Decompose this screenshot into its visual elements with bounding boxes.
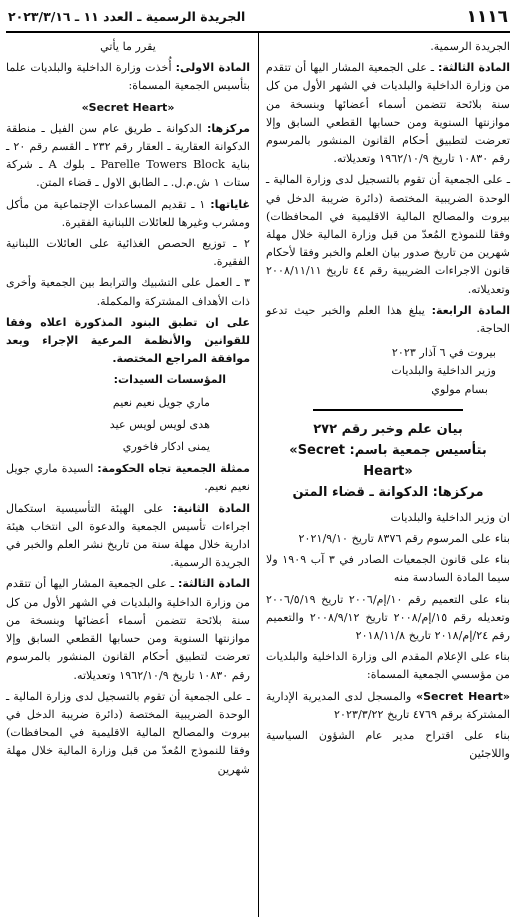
recital: بناء على التعميم رقم ١٠/إم/٢٠٠٦ تاريخ ٢٠٠٦/٥/١٩ وتعديله رقم ١٥/إم/٢٠٠٨ تاريخ ٢٠٠٨/٩/١٢ والتعميم رقم ٢٤/إم/٢٠١٨ تاريخ ٢٠١٨/١١/٨ <box>266 592 510 643</box>
article-label: المادة الثالثة: <box>438 61 510 75</box>
recital: بناء على قانون الجمعيات الصادر في ٣ آب ١٩٠٩ ولا سيما المادة السادسة منه <box>266 553 510 585</box>
article-text: أُخذت وزارة الداخلية والبلديات علما بتأسيس الجمعية المسماة: <box>6 61 250 93</box>
notice-subtitle-prefix: بتأسيس جمعية باسم: <box>345 442 487 458</box>
headquarters-text: الدكوانة ـ طريق عام سن الفيل ـ منطقة الدكوانة العقارية ـ العقار رقم ٢٣٢ ـ القسم رقم ٢٠ ـ بناية Parelle Towers Block ـ بلوك A ـ شركة ستات ١ ش.م.ل. ـ الطابق الاول ـ قضاء المتن. <box>6 121 251 190</box>
article-label: المادة الثالثة: <box>178 577 250 591</box>
article-text: ـ على الجمعية المشار اليها أن تتقدم من وزارة الداخلية والبلديات في الشهر الأول من كل سنة بلائحة تتضمن أسماء أعضائها وبنسخة من موازنتها السنوية ومن حسابها القطعي السابق وإلا تعرضت لتطبيق أحكام القانون المنشور بالمرسوم رقم ١٠٨٣٠ تاريخ ١٩٦٢/١٠/٩ وتعديلاته. <box>6 577 250 682</box>
founder-name: هدى لويس لويس عيد <box>109 417 210 431</box>
article-1 <box>6 59 250 95</box>
recital <box>266 688 510 724</box>
tax-registration-right: ـ على الجمعية أن تقوم بالتسجيل لدى وزارة المالية ـ الوحدة الضريبية المختصة (دائرة ضريبة الدخل في بيروت والمصالح المالية الاقليمية في المحافظات) وفقا للنموذج المُعدّ من قبل وزارة المالية خلال مهلة شهرين من تاريخ صدور بيان العلم والخبر وفقا لأحكام قانون الاجراءات الضريبية رقم ٤٤ تاريخ ٢٠٠٨/١١/١١ وتعديلاته. <box>266 173 510 296</box>
association-name: «Secret Heart» <box>416 689 510 703</box>
article-3-right <box>266 59 510 168</box>
minister-intro: ان وزير الداخلية والبلديات <box>390 510 510 524</box>
section-separator <box>313 409 463 411</box>
founders-list <box>6 394 250 457</box>
headquarters <box>6 120 250 193</box>
representative-label: ممثلة الجمعية تجاه الحكومة: <box>97 462 250 476</box>
goal-item: ٣ ـ العمل على التشبيك والترابط بين الجمعية وأخرى ذات الأهداف المشتركة والمكملة. <box>6 276 250 308</box>
right-column <box>266 38 510 767</box>
government-representative <box>6 460 250 496</box>
recital: بناء على الإعلام المقدم الى وزارة الداخلية والبلديات من مؤسسي الجمعية المسماة: <box>266 650 510 682</box>
association-name: «Secret Heart» <box>81 100 175 114</box>
compliance-clause: على ان تطبق البنود المذكورة اعلاه وفقا للقوانين والأنظمة المرعية الإجراء وبعد موافقة المراجع المختصة. <box>6 315 250 366</box>
article-label: المادة الرابعة: <box>431 303 510 317</box>
goals <box>6 196 250 232</box>
founder-name: يمنى ادكار فاخوري <box>122 440 210 454</box>
headquarters-label: مركزها: <box>206 121 250 135</box>
signature-name: بسام مولوي <box>431 382 488 396</box>
founder-name: ماري جويل نعيم نعيم <box>112 395 210 409</box>
article-text: ـ على الجمعية المشار اليها أن تتقدم من وزارة الداخلية والبلديات في الشهر الأول من كل سنة بلائحة تتضمن أسماء أعضائها وبنسخة من موازنتها السنوية ومن حسابها القطعي السابق وإلا تعرضت لتطبيق أحكام القانون المنشور بالمرسوم رقم ١٠٨٣٠ تاريخ ١٩٦٢/١٠/٩ وتعديلاته. <box>266 61 510 166</box>
recital: بناء على اقتراح مدير عام الشؤون السياسية واللاجئين <box>266 729 510 761</box>
page-header <box>6 6 510 30</box>
left-column <box>6 38 250 782</box>
article-2 <box>6 500 250 573</box>
signature-date: بيروت في ٦ آذار ٢٠٢٣ <box>391 346 496 360</box>
goals-label: غاياتها: <box>210 197 251 211</box>
founders-label: المؤسسات السيدات: <box>113 373 226 387</box>
article-text: على الهيئة التأسيسية استكمال اجراءات تأسيس الجمعية والدعوة الى انتخاب هيئة ادارية خلال مهلة سنة من تاريخ نشر العلم والخبر في الجريدة الرسمية. <box>6 501 250 570</box>
recital-text: والمسجل لدى المديرية الإدارية المشتركة برقم ٤٧٦٩ تاريخ ٢٠٢٣/٣/٢٢ <box>266 689 510 721</box>
notice-subtitle <box>266 440 510 482</box>
notice-headquarters: مركزها: الدكوانة ـ قضاء المتن <box>292 484 484 500</box>
recital: بناء على المرسوم رقم ٨٣٧٦ تاريخ ٢٠٢١/٩/١٠ <box>298 532 510 546</box>
signature-ministry: وزير الداخلية والبلديات <box>391 364 496 378</box>
representative-text: السيدة ماري جويل نعيم نعيم. <box>6 462 250 494</box>
column-divider <box>258 33 259 917</box>
intro-line: الجريدة الرسمية. <box>430 40 510 53</box>
tax-registration-left: ـ على الجمعية أن تقوم بالتسجيل لدى وزارة المالية ـ الوحدة الضريبية المختصة (دائرة ضريبة الدخل في بيروت والمصالح المالية الاقليمية في المحافظات) وفقا للنموذج المُعدّ من قبل وزارة المالية خلال مهلة شهرين <box>6 689 250 776</box>
article-4 <box>266 302 510 338</box>
decides-heading: يقرر ما يأتي <box>100 40 156 53</box>
article-3-left <box>6 575 250 684</box>
page-number: ١١١٦ <box>466 7 508 27</box>
article-label: المادة الاولى: <box>175 61 250 75</box>
article-label: المادة الثانية: <box>172 501 250 515</box>
association-name: «Secret Heart» <box>289 442 413 479</box>
running-title: الجريدة الرسمية ـ العدد ١١ ـ ٢٠٢٣/٣/١٦ <box>8 9 246 24</box>
notice-title: بيان علم وخبر رقم ٢٧٢ <box>313 421 463 437</box>
goal-item: ٢ ـ توزيع الحصص الغذائية على العائلات اللبنانية الفقيرة. <box>6 237 250 269</box>
goal-item: ١ ـ تقديم المساعدات الإجتماعية من مأكل ومشرب وغيرها للعائلات اللبنانية الفقيرة. <box>6 197 250 229</box>
article-text: يبلغ هذا العلم والخبر حيث تدعو الحاجة. <box>266 303 510 336</box>
